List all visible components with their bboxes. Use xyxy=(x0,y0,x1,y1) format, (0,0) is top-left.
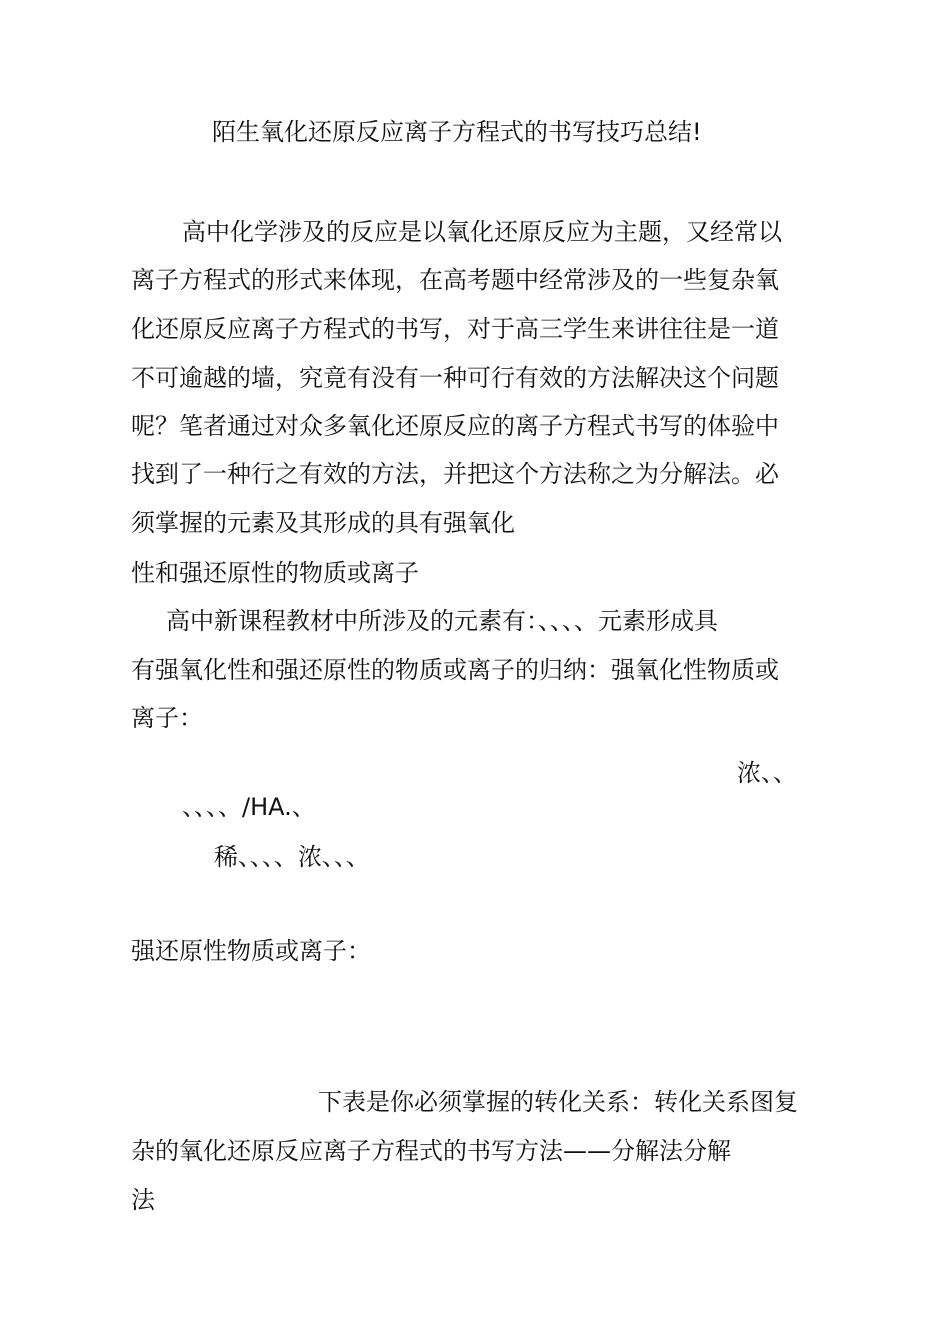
paragraph-line: 性和强还原性的物质或离子 xyxy=(131,559,419,587)
paragraph-line: 杂的氧化还原反应离子方程式的书写方法——分解法分解 xyxy=(131,1137,731,1165)
oxidizer-list-line: 浓、、 xyxy=(737,759,797,787)
paragraph-line: 离子： xyxy=(131,704,203,732)
oxidizer-list-line: 、、、、/HA.、 xyxy=(182,793,316,821)
paragraph-line: 有强氧化性和强还原性的物质或离子的归纳：强氧化性物质或 xyxy=(131,656,779,684)
paragraph-line: 须掌握的元素及其形成的具有强氧化 xyxy=(131,509,515,537)
paragraph-line: 高中新课程教材中所涉及的元素有：、、、、元素形成具 xyxy=(166,607,718,635)
oxidizer-list-line: 稀、、、、浓、、、 xyxy=(214,843,370,871)
paragraph-line: 离子方程式的形式来体现，在高考题中经常涉及的一些复杂氧 xyxy=(131,266,779,294)
paragraph-line: 化还原反应离子方程式的书写，对于高三学生来讲往往是一道 xyxy=(131,315,779,343)
paragraph-line: 呢？笔者通过对众多氧化还原反应的离子方程式书写的体验中 xyxy=(131,412,779,440)
paragraph-line: 法 xyxy=(131,1186,155,1214)
paragraph-line: 下表是你必须掌握的转化关系：转化关系图复 xyxy=(318,1088,798,1116)
paragraph-line: 高中化学涉及的反应是以氧化还原反应为主题，又经常以 xyxy=(182,218,782,246)
paragraph-line: 找到了一种行之有效的方法，并把这个方法称之为分解法。必 xyxy=(131,460,779,488)
reducing-substances-heading: 强还原性物质或离子： xyxy=(131,937,371,965)
paragraph-line: 不可逾越的墙，究竟有没有一种可行有效的方法解决这个问题 xyxy=(131,364,779,392)
document-title: 陌生氧化还原反应离子方程式的书写技巧总结! xyxy=(212,118,702,146)
